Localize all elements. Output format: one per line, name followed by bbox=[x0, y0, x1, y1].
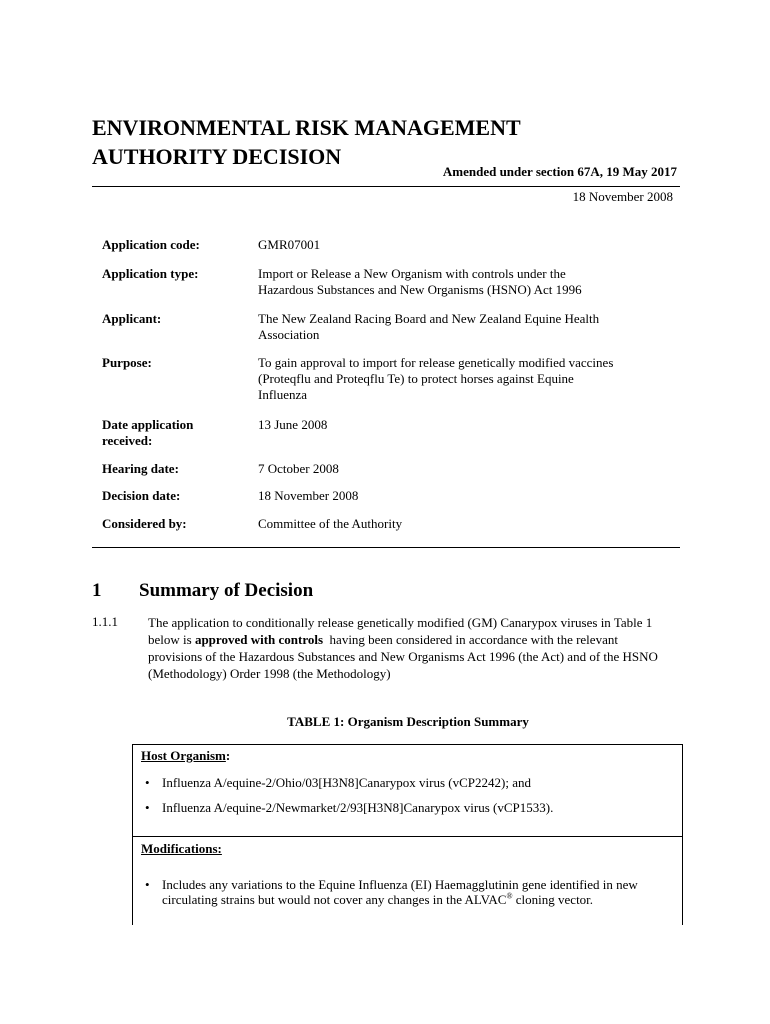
modifications-list bbox=[143, 877, 643, 907]
meta-value: Import or Release a New Organism with controls under the Hazardous Substances and New Organisms (HSNO) Act 1996 bbox=[258, 266, 582, 297]
meta-label: Considered by: bbox=[102, 516, 187, 531]
meta-label: Applicant: bbox=[102, 311, 162, 326]
meta-label: Application code: bbox=[102, 237, 200, 252]
meta-label: Decision date: bbox=[102, 488, 181, 503]
top-divider bbox=[92, 186, 680, 187]
meta-row-date-received bbox=[102, 417, 682, 461]
meta-value: 7 October 2008 bbox=[258, 461, 339, 476]
document-title bbox=[92, 113, 521, 171]
host-organism-item: Influenza A/equine-2/Newmarket/2/93[H3N8]Canarypox virus (vCP1533). bbox=[162, 800, 554, 815]
meta-label: Application type: bbox=[102, 266, 199, 281]
title-line-2: AUTHORITY DECISION bbox=[92, 144, 342, 169]
bullet-icon: • bbox=[145, 775, 150, 790]
host-organism-heading-text: Host Organism bbox=[141, 748, 226, 763]
meta-row-purpose bbox=[102, 355, 682, 417]
modification-text-start: Includes any variations to the Equine Influenza (EI) Haemagglutinin gene identified in new circulating strains but would not cover any changes in the ALVAC bbox=[162, 877, 638, 907]
meta-label: Hearing date: bbox=[102, 461, 179, 476]
meta-value: To gain approval to import for release genetically modified vaccines (Proteqflu and Proteqflu Te) to protect horses against Equine Influenza bbox=[258, 355, 614, 402]
host-organism-cell bbox=[133, 745, 682, 837]
bullet-icon: • bbox=[145, 877, 150, 892]
meta-row-applicant bbox=[102, 311, 682, 355]
paragraph-text bbox=[148, 614, 662, 682]
meta-row-decision-date bbox=[102, 488, 682, 516]
meta-row-application-code bbox=[102, 237, 682, 262]
modification-text-end: cloning vector. bbox=[512, 892, 594, 907]
host-organism-item: Influenza A/equine-2/Ohio/03[H3N8]Canarypox virus (vCP2242); and bbox=[162, 775, 531, 790]
table-caption: TABLE 1: Organism Description Summary bbox=[287, 714, 529, 729]
meta-value: Committee of the Authority bbox=[258, 516, 403, 531]
meta-label: Date application received: bbox=[102, 417, 194, 448]
bullet-icon: • bbox=[145, 800, 150, 815]
registered-mark: ® bbox=[506, 891, 513, 901]
approval-status: approved with controls bbox=[194, 632, 324, 647]
paragraph-number: 1.1.1 bbox=[92, 614, 118, 629]
host-organism-heading bbox=[141, 748, 230, 764]
list-item bbox=[143, 800, 553, 815]
paragraph-text-end: having been considered in accordance with the relevant provisions of the Hazardous Substances and New Organisms Act 1996 (the Act) and of the HSNO (Methodology) Order 1998 (the Methodology) bbox=[148, 632, 662, 681]
list-item bbox=[143, 877, 643, 907]
bottom-divider bbox=[92, 547, 680, 548]
list-item bbox=[143, 775, 553, 790]
meta-value: GMR07001 bbox=[258, 237, 321, 252]
application-details bbox=[102, 237, 682, 536]
amended-note: Amended under section 67A, 19 May 2017 bbox=[442, 164, 677, 179]
meta-row-hearing-date bbox=[102, 461, 682, 488]
meta-label: Purpose: bbox=[102, 355, 152, 370]
paragraph-text-start: The application to conditionally release genetically modified (GM) Canarypox viruses in Table 1 below is bbox=[148, 615, 653, 647]
section-title: Summary of Decision bbox=[139, 580, 314, 601]
meta-row-application-type bbox=[102, 266, 682, 311]
section-heading bbox=[92, 580, 313, 602]
decision-date-header: 18 November 2008 bbox=[572, 189, 673, 204]
modifications-heading: Modifications: bbox=[141, 841, 222, 856]
meta-value: 18 November 2008 bbox=[258, 488, 359, 503]
host-organism-heading-colon: : bbox=[225, 748, 231, 763]
host-organism-list bbox=[143, 775, 553, 815]
meta-row-considered-by bbox=[102, 516, 682, 536]
section-number: 1 bbox=[92, 580, 102, 601]
meta-value: The New Zealand Racing Board and New Zealand Equine Health Association bbox=[258, 311, 600, 342]
title-line-1: ENVIRONMENTAL RISK MANAGEMENT bbox=[92, 115, 521, 140]
meta-value: 13 June 2008 bbox=[258, 417, 328, 432]
organism-table bbox=[132, 744, 683, 925]
